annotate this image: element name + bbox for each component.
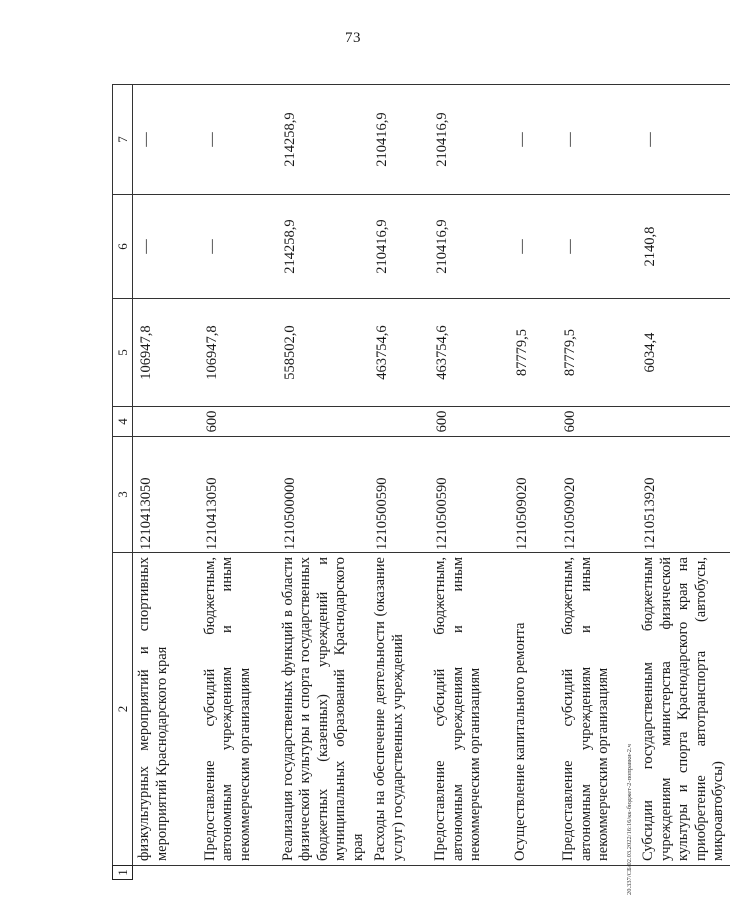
column-number: 7 (113, 85, 133, 195)
row-amount-col6: 214258,9 (277, 195, 370, 299)
row-expense-type (277, 407, 370, 437)
table-row (557, 85, 637, 880)
row-description: Реализация государственных функций в области физической культуры и спорта государственных бюджетных (казенных) учреждений и муниципальных образований Краснодарского края (277, 553, 370, 866)
budget-table (112, 84, 730, 880)
row-description: Предоставление субсидий бюджетным, автономным учреждениям и иным некоммерческим организациям (199, 553, 277, 866)
row-amount-col7: 210416,9 (369, 85, 429, 195)
row-amount-col7: 214258,9 (277, 85, 370, 195)
row-amount-col7: 210416,9 (429, 85, 509, 195)
row-amount-col6: 2140,8 (637, 195, 730, 299)
row-target-code: 1210500000 (277, 437, 370, 553)
row-target-code: 1210413050 (199, 437, 277, 553)
row-blank-cell (133, 866, 199, 880)
row-target-code: 1210413050 (133, 437, 199, 553)
row-expense-type (133, 407, 199, 437)
row-target-code: 1210509020 (509, 437, 557, 553)
row-blank-cell (557, 866, 637, 880)
row-description: Субсидии государственным бюджетным учреждениям министерства физической культуры и спорта Краснодарского края на приобретение автотранспорта (автобусы, микроавтобусы) (637, 553, 730, 866)
column-number: 3 (113, 437, 133, 553)
row-amount-col6: — (557, 195, 637, 299)
table-row (133, 85, 199, 880)
row-description: Предоставление субсидий бюджетным, автономным учреждениям и иным некоммерческим организациям (557, 553, 637, 866)
row-description: Осуществление капитального ремонта (509, 553, 557, 866)
column-number: 4 (113, 407, 133, 437)
row-target-code: 1210500590 (429, 437, 509, 553)
row-amount-col7: — (199, 85, 277, 195)
row-amount-col6: 210416,9 (429, 195, 509, 299)
row-blank-cell (429, 866, 509, 880)
row-description: Расходы на обеспечение деятельности (оказание услуг) государственных учреждений (369, 553, 429, 866)
row-description: Предоставление субсидий бюджетным, автономным учреждениям и иным некоммерческим организациям (429, 553, 509, 866)
row-expense-type (509, 407, 557, 437)
row-amount-col5: 106947,8 (133, 299, 199, 407)
row-amount-col5: 87779,5 (557, 299, 637, 407)
table-row (277, 85, 370, 880)
page-number: 73 (345, 30, 361, 46)
row-amount-col7: — (557, 85, 637, 195)
row-expense-type: 600 (429, 407, 509, 437)
row-amount-col7: — (509, 85, 557, 195)
row-amount-col5: 463754,6 (369, 299, 429, 407)
row-expense-type (637, 407, 730, 437)
row-blank-cell (369, 866, 429, 880)
row-description: физкультурных мероприятий и спортивных мероприятий Краснодарского края (133, 553, 199, 866)
table-row (509, 85, 557, 880)
row-amount-col6: 210416,9 (369, 195, 429, 299)
table-row (637, 85, 730, 880)
row-amount-col5: 6034,4 (637, 299, 730, 407)
column-number: 5 (113, 299, 133, 407)
row-amount-col5: 106947,8 (199, 299, 277, 407)
row-amount-col7: — (637, 85, 730, 195)
row-amount-col6: — (199, 195, 277, 299)
column-number: 1 (113, 866, 133, 880)
row-amount-col6: — (509, 195, 557, 299)
row-amount-col7: — (133, 85, 199, 195)
row-expense-type: 600 (199, 407, 277, 437)
row-target-code: 1210509020 (557, 437, 637, 553)
row-blank-cell (509, 866, 557, 880)
table-row (369, 85, 429, 880)
row-amount-col5: 463754,6 (429, 299, 509, 407)
row-amount-col5: 87779,5 (509, 299, 557, 407)
row-blank-cell (277, 866, 370, 880)
rotated-budget-table (112, 84, 730, 880)
row-blank-cell (199, 866, 277, 880)
column-number: 2 (113, 553, 133, 866)
row-amount-col5: 558502,0 (277, 299, 370, 407)
row-blank-cell (637, 866, 730, 880)
column-number-row (113, 85, 133, 880)
document-footer-code: 20.337/СБ/02.03.2022/16:16/кк-бюджет-2-поправки-2.ч (626, 744, 633, 895)
row-target-code: 1210500590 (369, 437, 429, 553)
table-row (199, 85, 277, 880)
row-amount-col6: — (133, 195, 199, 299)
column-number: 6 (113, 195, 133, 299)
row-expense-type: 600 (557, 407, 637, 437)
row-expense-type (369, 407, 429, 437)
table-row (429, 85, 509, 880)
row-target-code: 1210513920 (637, 437, 730, 553)
